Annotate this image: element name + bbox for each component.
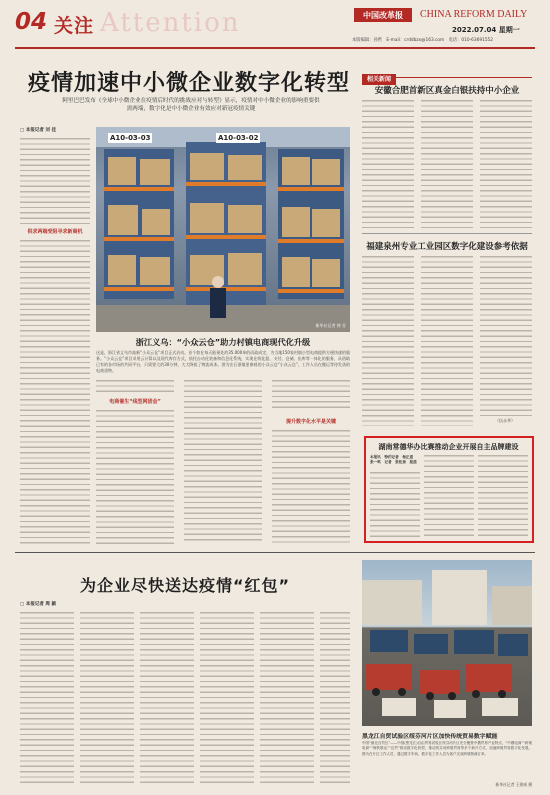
paper-logo <box>354 8 412 22</box>
bottom-photo <box>362 560 532 726</box>
sidebar-news1-col2 <box>421 100 473 228</box>
section-title: 关注 <box>54 15 95 37</box>
warehouse-shelves-graphic <box>96 127 350 332</box>
sidebar-news2-col3 <box>480 256 532 416</box>
sidebar-news2-col2 <box>421 256 473 426</box>
bottom-caption-credit: 新华社记者 王建威 摄 <box>495 782 532 787</box>
sidebar-header <box>362 66 532 83</box>
highlighted-article-title: 湖南常德华办比赛推动企业开展自主品牌建设 <box>378 443 519 451</box>
bottom-body-col1 <box>20 612 74 784</box>
paper-name-en: CHINA REFORM DAILY <box>420 9 528 20</box>
bottom-body-col6 <box>320 612 350 784</box>
bottom-caption-text: 中国“最北自贸区”——中国(黑龙江)自由贸易试验区绥芬河片区充分聚焦中俄贸易产业特点，“中俄电商”“跨境电商”“海铁联运”“边贸”推动数字化转型，推动绥芬河跨境贸易等多个新兴方式，加速跨境贸易数字化发展。图为在片区工作人员，通过数字车间，数字化工作人员为客户完成跨境物流订单。 <box>362 741 532 756</box>
photo-caption: 这是，浙江省义乌市高新“小众云仓”项目正式启动。首个如在每天能预处约35.000单的而政成定，为当地150家村镇小型电商提供方便快速的服务。“小众云仓”项目采用云计算以及现代库存方式，依托自动化装备和信息化系统，实现在线化派、支付、仓储、出库等一体化的服务，从借助已有的各市场的共同平台，只需要大约30分钟，大大降低了物流成本。图为在石浙镇里参观的小众云仓“小众云仓”。工作人员在搬运等待发货的电商货物。 <box>96 350 350 373</box>
section-title-en: Attention <box>100 8 241 38</box>
masthead <box>0 0 550 50</box>
sidebar-news1-col3 <box>480 100 532 228</box>
lead-byline: □ 本报记者 刘 佳 <box>20 128 56 133</box>
lead-body-col2b <box>96 410 174 544</box>
photo-headline: 浙江义乌：“小众云仓”助力村镇电商现代化升级 <box>135 337 311 347</box>
lead-subhead-3: 提升数字化水平是关键 <box>285 419 336 425</box>
highlighted-article-col3 <box>478 455 528 539</box>
bottom-divider <box>15 552 535 553</box>
sidebar-news1-title: 安徽合肥首新区真金白银扶持中小企业 <box>374 86 520 96</box>
lead-photo <box>96 127 350 332</box>
paper-logo-text: 中国改革报 <box>363 10 403 20</box>
lead-summary: 阿里巴巴发布《全球中小微企业在疫情后时代的挑战应对与转型》显示，疫情对中小微企业的影响重要供需两端，数字化是中小微企业有效应对新冠疫情关键 <box>62 98 320 113</box>
masthead-rule <box>15 47 535 49</box>
sidebar-divider-1 <box>362 233 532 234</box>
page-number: 04 <box>15 9 48 35</box>
lead-body-col4b <box>272 430 350 544</box>
sidebar-news2-credit: （伍永华） <box>495 418 515 423</box>
bottom-caption-title: 黑龙江自贸试验区绥芬河片区加快传统贸易数字赋能 <box>362 734 498 740</box>
highlighted-article-col1 <box>370 472 420 539</box>
photo-credit: 新华社记者 徐 昱 <box>315 323 346 328</box>
sidebar-news1-col1 <box>362 100 414 228</box>
sidebar-header-label: 相关新闻 <box>362 74 396 85</box>
sidebar-news2-col1 <box>362 256 414 426</box>
lead-title: 疫情加速中小微企业数字化转型 <box>28 71 351 96</box>
lead-body-col2a <box>96 380 174 394</box>
lead-body-col4a <box>272 380 350 410</box>
bottom-body-col3 <box>140 612 194 784</box>
bottom-body-col5 <box>260 612 314 784</box>
lead-body-col1b <box>20 240 90 544</box>
bottom-byline: □ 本报记者 周 颖 <box>20 602 56 607</box>
bottom-title: 为企业尽快送达疫情“红包” <box>79 576 291 595</box>
highlighted-article <box>364 436 534 543</box>
shelf-label-left: A10-03-03 <box>110 134 151 142</box>
truck-yard-graphic <box>362 560 532 726</box>
editor-line: 本版编辑：孙哲 E-mail：crddbzx@163.com 电话：010-63691552 <box>352 38 494 43</box>
sidebar-news2-title: 福建泉州专业工业园区数字化建设参考依据 <box>366 242 528 252</box>
highlighted-article-col2 <box>424 455 474 539</box>
lead-subhead-1: 供求两端受阻寻求新商机 <box>27 229 83 235</box>
issue-date: 2022.07.04 星期一 <box>452 26 520 34</box>
lead-body-col3 <box>184 380 262 544</box>
lead-body-col1a <box>20 138 90 224</box>
highlighted-article-byline: 本报讯 特约记者 杨正道 张一鸣 记者 张松泉 报道 <box>370 455 417 465</box>
bottom-body-col4 <box>200 612 254 784</box>
lead-subhead-2: 电商催生“线型网团会” <box>109 399 161 405</box>
bottom-body-col2 <box>80 612 134 784</box>
shelf-label-right: A10-03-02 <box>218 134 259 142</box>
